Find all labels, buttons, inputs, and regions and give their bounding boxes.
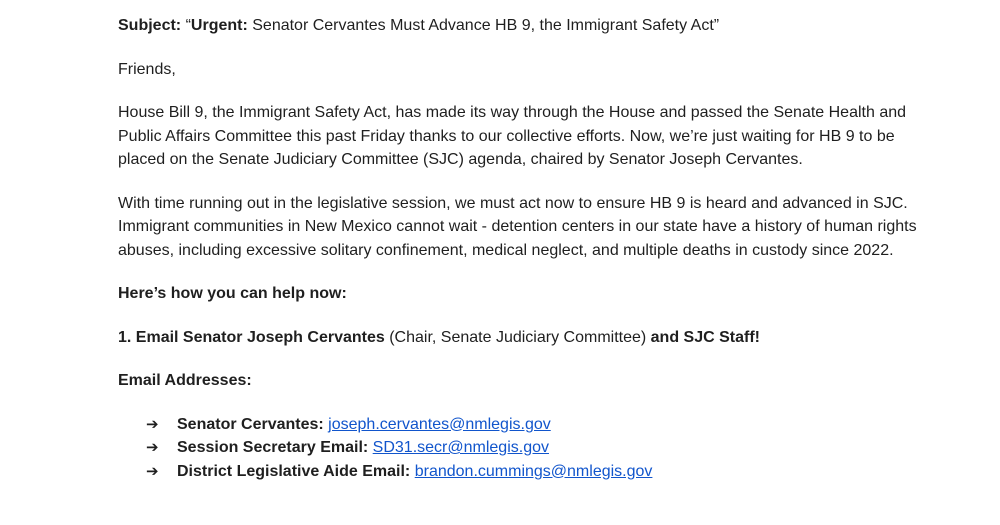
paragraph-urgency: With time running out in the legislative session, we must act now to ensure HB 9 is heard and advanced in SJC. Immigrant communities in New Mexico cannot wait - detention centers in our state have a history of human rights abuses, including excessive solitary confinement, medical neglect, and multiple deaths in custody since 2022. bbox=[118, 194, 917, 259]
arrow-icon: ➔ bbox=[146, 414, 159, 433]
step-1-bold-end: and SJC Staff! bbox=[650, 328, 760, 346]
email-link-session-secretary[interactable]: SD31.secr@nmlegis.gov bbox=[372, 439, 549, 456]
step-1-bold-start: 1. Email Senator Joseph Cervantes bbox=[118, 328, 385, 346]
email-label: Session Secretary Email: bbox=[177, 439, 369, 456]
email-address-list bbox=[118, 413, 918, 484]
subject-urgent: Urgent: bbox=[190, 17, 248, 34]
email-addresses-heading bbox=[118, 369, 918, 393]
subject-label: Subject: bbox=[118, 17, 182, 34]
subject-line bbox=[118, 14, 918, 38]
email-label: District Legislative Aide Email: bbox=[177, 462, 411, 480]
arrow-icon: ➔ bbox=[146, 461, 159, 480]
step-1 bbox=[118, 326, 918, 350]
step-1-normal: (Chair, Senate Judiciary Committee) bbox=[384, 328, 651, 346]
email-addresses-text: Email Addresses: bbox=[118, 372, 252, 389]
how-to-help-text: Here’s how you can help now: bbox=[118, 285, 347, 302]
arrow-icon: ➔ bbox=[146, 438, 159, 456]
paragraph-bill-status: House Bill 9, the Immigrant Safety Act, has made its way through the House and passed the Senate Health and Public Affairs Committee this past Friday thanks to our collective efforts. Now, we’re just waiting for HB 9 to be placed on the Senate Judiciary Committee (SJC) agenda, chaired by Senator Joseph Cervantes. bbox=[118, 104, 907, 168]
subject-text: Senator Cervantes Must Advance HB 9, the Immigrant Safety Act” bbox=[247, 17, 720, 34]
subject-open-quote: “ bbox=[181, 17, 191, 34]
email-link-senator[interactable]: joseph.cervantes@nmlegis.gov bbox=[328, 415, 551, 433]
greeting: Friends, bbox=[118, 60, 176, 78]
how-to-help-heading bbox=[118, 282, 918, 306]
list-item bbox=[146, 436, 918, 460]
list-item bbox=[146, 460, 918, 484]
email-body bbox=[118, 14, 918, 483]
email-label: Senator Cervantes: bbox=[177, 415, 324, 433]
email-link-legislative-aide[interactable]: brandon.cummings@nmlegis.gov bbox=[414, 462, 653, 480]
list-item bbox=[146, 413, 918, 437]
